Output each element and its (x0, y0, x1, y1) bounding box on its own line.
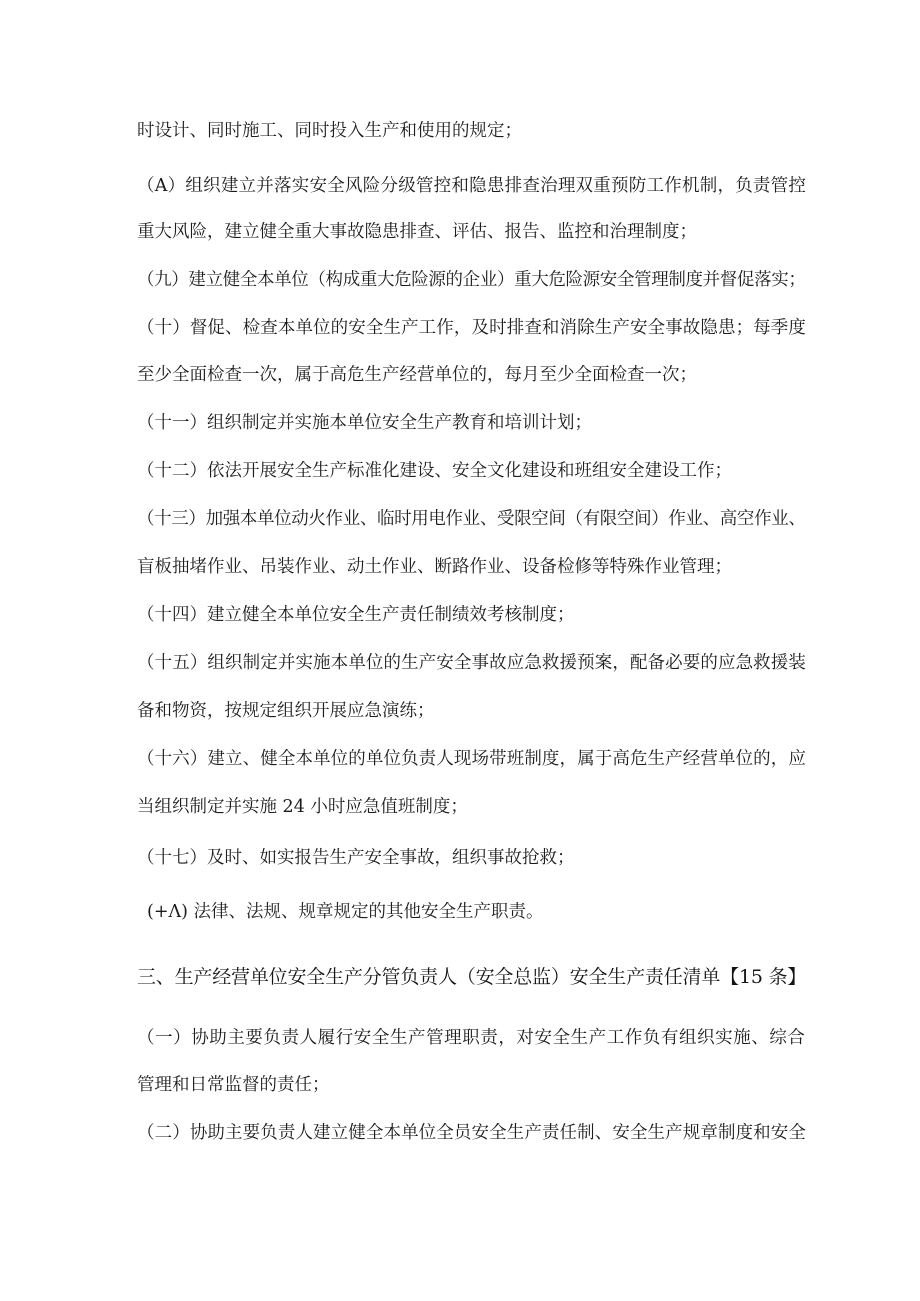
section-heading: 三、生产经营单位安全生产分管负责人（安全总监）安全生产责任清单【15 条】 (137, 966, 807, 988)
text-line: （十一）组织制定并实施本单位安全生产教育和培训计划； (137, 413, 592, 433)
text-line: （十五）组织制定并实施本单位的生产安全事故应急救援预案，配备必要的应急救援装 (137, 653, 806, 673)
text-line: 当组织制定并实施 24 小时应急值班制度； (137, 797, 468, 817)
text-line: （二）协助主要负责人建立健全本单位全员安全生产责任制、安全生产规章制度和安全 (137, 1123, 806, 1143)
text-line: (+Λ) 法律、法规、规章规定的其他安全生产职责。 (147, 902, 544, 922)
text-line: （A）组织建立并落实安全风险分级管控和隐患排查治理双重预防工作机制，负责管控 (137, 176, 807, 196)
text-line: 重大风险，建立健全重大事故隐患排查、评估、报告、监控和治理制度； (137, 222, 697, 242)
text-line: 至少全面检查一次，属于高危生产经营单位的，每月至少全面检查一次； (137, 365, 697, 385)
text-line: 管理和日常监督的责任； (137, 1075, 330, 1095)
text-line: （十四）建立健全本单位安全生产责任制绩效考核制度； (137, 605, 575, 625)
text-line: （十六）建立、健全本单位的单位负责人现场带班制度，属于高危生产经营单位的，应 (137, 749, 806, 769)
text-line: 盲板抽堵作业、吊装作业、动土作业、断路作业、设备检修等特殊作业管理； (137, 557, 732, 577)
text-line: （一）协助主要负责人履行安全生产管理职责，对安全生产工作负有组织实施、综合 (137, 1028, 806, 1048)
text-line: （十二）依法开展安全生产标准化建设、安全文化建设和班组安全建设工作； (137, 461, 732, 481)
text-line: （十七）及时、如实报告生产安全事故，组织事故抢救； (137, 848, 575, 868)
text-line: 备和物资，按规定组织开展应急演练； (137, 701, 435, 721)
text-line: （九）建立健全本单位（构成重大危险源的企业）重大危险源安全管理制度并督促落实； (137, 270, 806, 290)
text-line: （十）督促、检查本单位的安全生产工作，及时排查和消除生产安全事故隐患；每季度 (137, 318, 806, 338)
text-line: 时设计、同时施工、同时投入生产和使用的规定； (137, 121, 522, 141)
text-line: （十三）加强本单位动火作业、临时用电作业、受限空间（有限空间）作业、高空作业、 (137, 509, 806, 529)
